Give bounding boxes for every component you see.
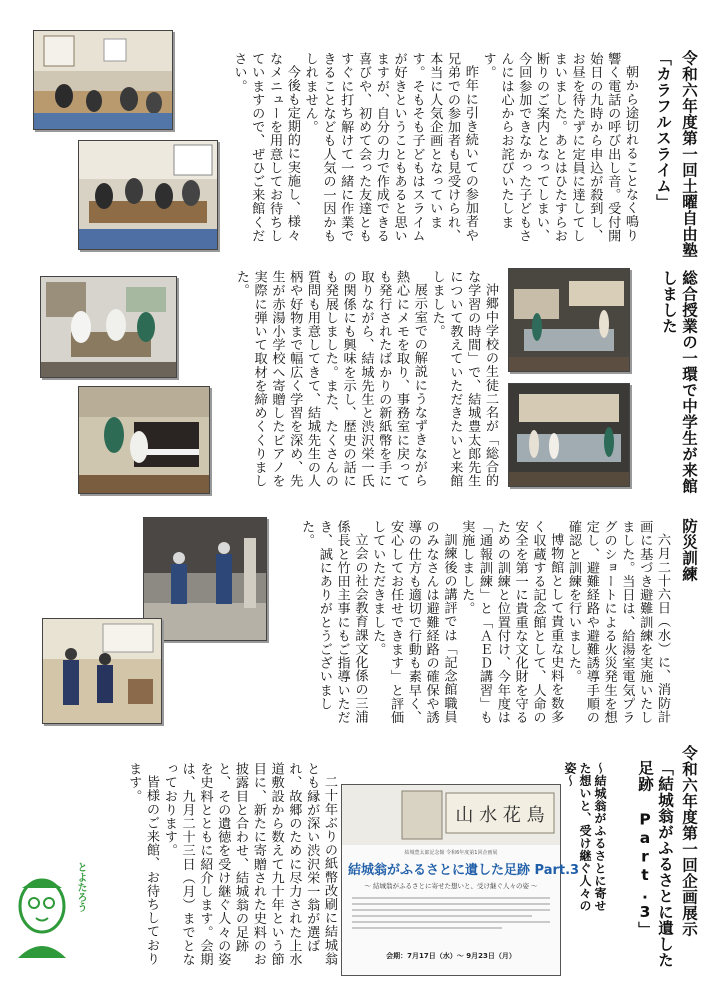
- jiyujuku-body: [231, 52, 639, 248]
- section-bosai-title: [679, 518, 699, 598]
- section-kikaku-subtitle2: [561, 762, 607, 912]
- section-kikaku-subtitle: [611, 760, 675, 975]
- poster-period: 会期：7月17日（水）～ 9月23日（月）: [386, 952, 516, 960]
- paragraph: 六月二十六日（水）に、消防計画に基づき避難訓練を実施いたしました。当日は、給湯室電気プラグのショートによる火災発生を想定し、避難経路や避難誘導手順の確認と訓練を行いました。: [566, 520, 670, 724]
- kikaku-title: 令和六年度第一回企画展示: [680, 745, 698, 937]
- bosai-body: [285, 520, 671, 725]
- photo-slime-making-kids: [78, 140, 218, 250]
- exhibition-poster: [341, 784, 580, 976]
- poster-text-lines: [342, 893, 560, 943]
- paragraph: 展示室での解説にうなずきながら熱心にメモを取り、事務室に戻っても発行されたばかりの新紙幣を手に取りながら、結城先生と渋沢栄一氏の関係にも興味を示し、歴史の話にも発展しました。また、たくさんの質問も用意してきて、結城先生の人柄や好物まで幅広く学習を深め、先生が赤湯小学校へ寄贈したピアノを実際に弾いて取材を締めくくりました。: [233, 270, 427, 488]
- poster-title: 結城翁がふるさとに遺した足跡 Part.3: [348, 863, 580, 878]
- section-sogo-title: [659, 270, 699, 500]
- jiyujuku-subtitle: 「カラフルスライム」: [654, 50, 672, 210]
- paragraph: 立会の社会教育課文化係の三浦係長と竹田主事にもご指導いただき、誠にありがとうございました。: [299, 520, 368, 724]
- poster-header-art: [342, 785, 560, 845]
- paragraph: 今後も定期的に実施し、様々なメニューを用意してお待ちしていますので、ぜひご来館ください。: [231, 52, 300, 243]
- paragraph: 朝から途切れることなく鳴り響く電話の呼び出し音。受付開始日の九時から申込が殺到し、お昼を待たずに定員に達してしまいました。あとはひたすらお断りのご案内となってしまい、今回参加できなかった子どもさんには心からお詫びいたします。: [480, 52, 638, 243]
- photo-exhibition-room-1: [508, 268, 630, 372]
- paragraph: 沖郷中学校の生徒二名が「総合的な学習の時間」で、結城豊太郎先生について教えていただきたいと来館しました。: [429, 270, 498, 488]
- sogo-body: [233, 270, 499, 498]
- photo-piano-playing: [78, 386, 210, 494]
- paragraph: 皆様のご来館、お待ちしております。: [126, 762, 160, 966]
- paragraph: 博物館として貴重な史料を数多く収蔵する記念館として、人命の安全を第一に貴重な文化財を守るための訓練と位置付け、今年度は「通報訓練」と「ＡＥＤ講習」も実施しました。: [459, 520, 564, 724]
- poster-banner: 結城豊太郎記念館 令和6年度第1回企画展: [404, 850, 498, 856]
- photo-students-office: [40, 276, 177, 378]
- section-jiyujuku-subtitle: [653, 50, 673, 250]
- photo-aed-training: [42, 618, 162, 724]
- section-kikaku-title: [679, 745, 699, 960]
- paragraph: 訓練後の講評では「記念館職員のみなさんは避難経路の確保や誘導の仕方も適切で行動も素早く、安心してお任せできます」と評価していただきました。: [370, 520, 457, 724]
- paragraph: 昨年に引き続いての参加者や兄弟での参加者も見受けられ、本当に人気企画となっています。そもそも子どもはスライムが好きということもあると思いますが、自分の力で作成できる喜びや、初めて会った友達ともすぐに打ち解けて一緒に作業できることなども人気の一因かもしれません。: [302, 52, 478, 243]
- kikaku-subtitle2: ～結城翁がふるさとに寄せた想いと、受け継ぐ人々の姿～: [563, 762, 607, 912]
- poster-subtitle: ～ 結城翁がふるさとに寄せた想いと、受け継ぐ人々の姿 ～: [364, 882, 538, 890]
- bosai-title: 防災訓練: [680, 518, 698, 582]
- portrait-illustration: [12, 858, 88, 962]
- photo-slime-class-room: [33, 30, 173, 130]
- kikaku-subtitle: 「結城翁がふるさとに遺した足跡 Part.3」: [636, 760, 674, 968]
- signature: とよたろう: [75, 862, 86, 912]
- jiyujuku-title: 令和六年度第一回土曜自由塾: [680, 50, 698, 258]
- sogo-title: 総合授業の一環で中学生が来館しました: [660, 270, 698, 494]
- svg-text:山 水 花 鳥: 山 水 花 鳥: [455, 805, 545, 826]
- kikaku-body-left: [88, 762, 338, 977]
- section-jiyujuku-title: [679, 50, 699, 270]
- photo-exhibition-room-2: [508, 383, 630, 487]
- paragraph: 二十年ぶりの紙幣改刷に結城翁とも縁が深い渋沢栄一翁が選ばれ、故郷のために尽力された上水道敷設から数えて九十年という節目に、新たに寄贈された史料のお披露目と合わせ、結城翁の足跡と、その遺徳を受け継ぐ人々の姿を史料とともに紹介します。会期は、九月二十三日（月）までとなっております。: [161, 762, 337, 966]
